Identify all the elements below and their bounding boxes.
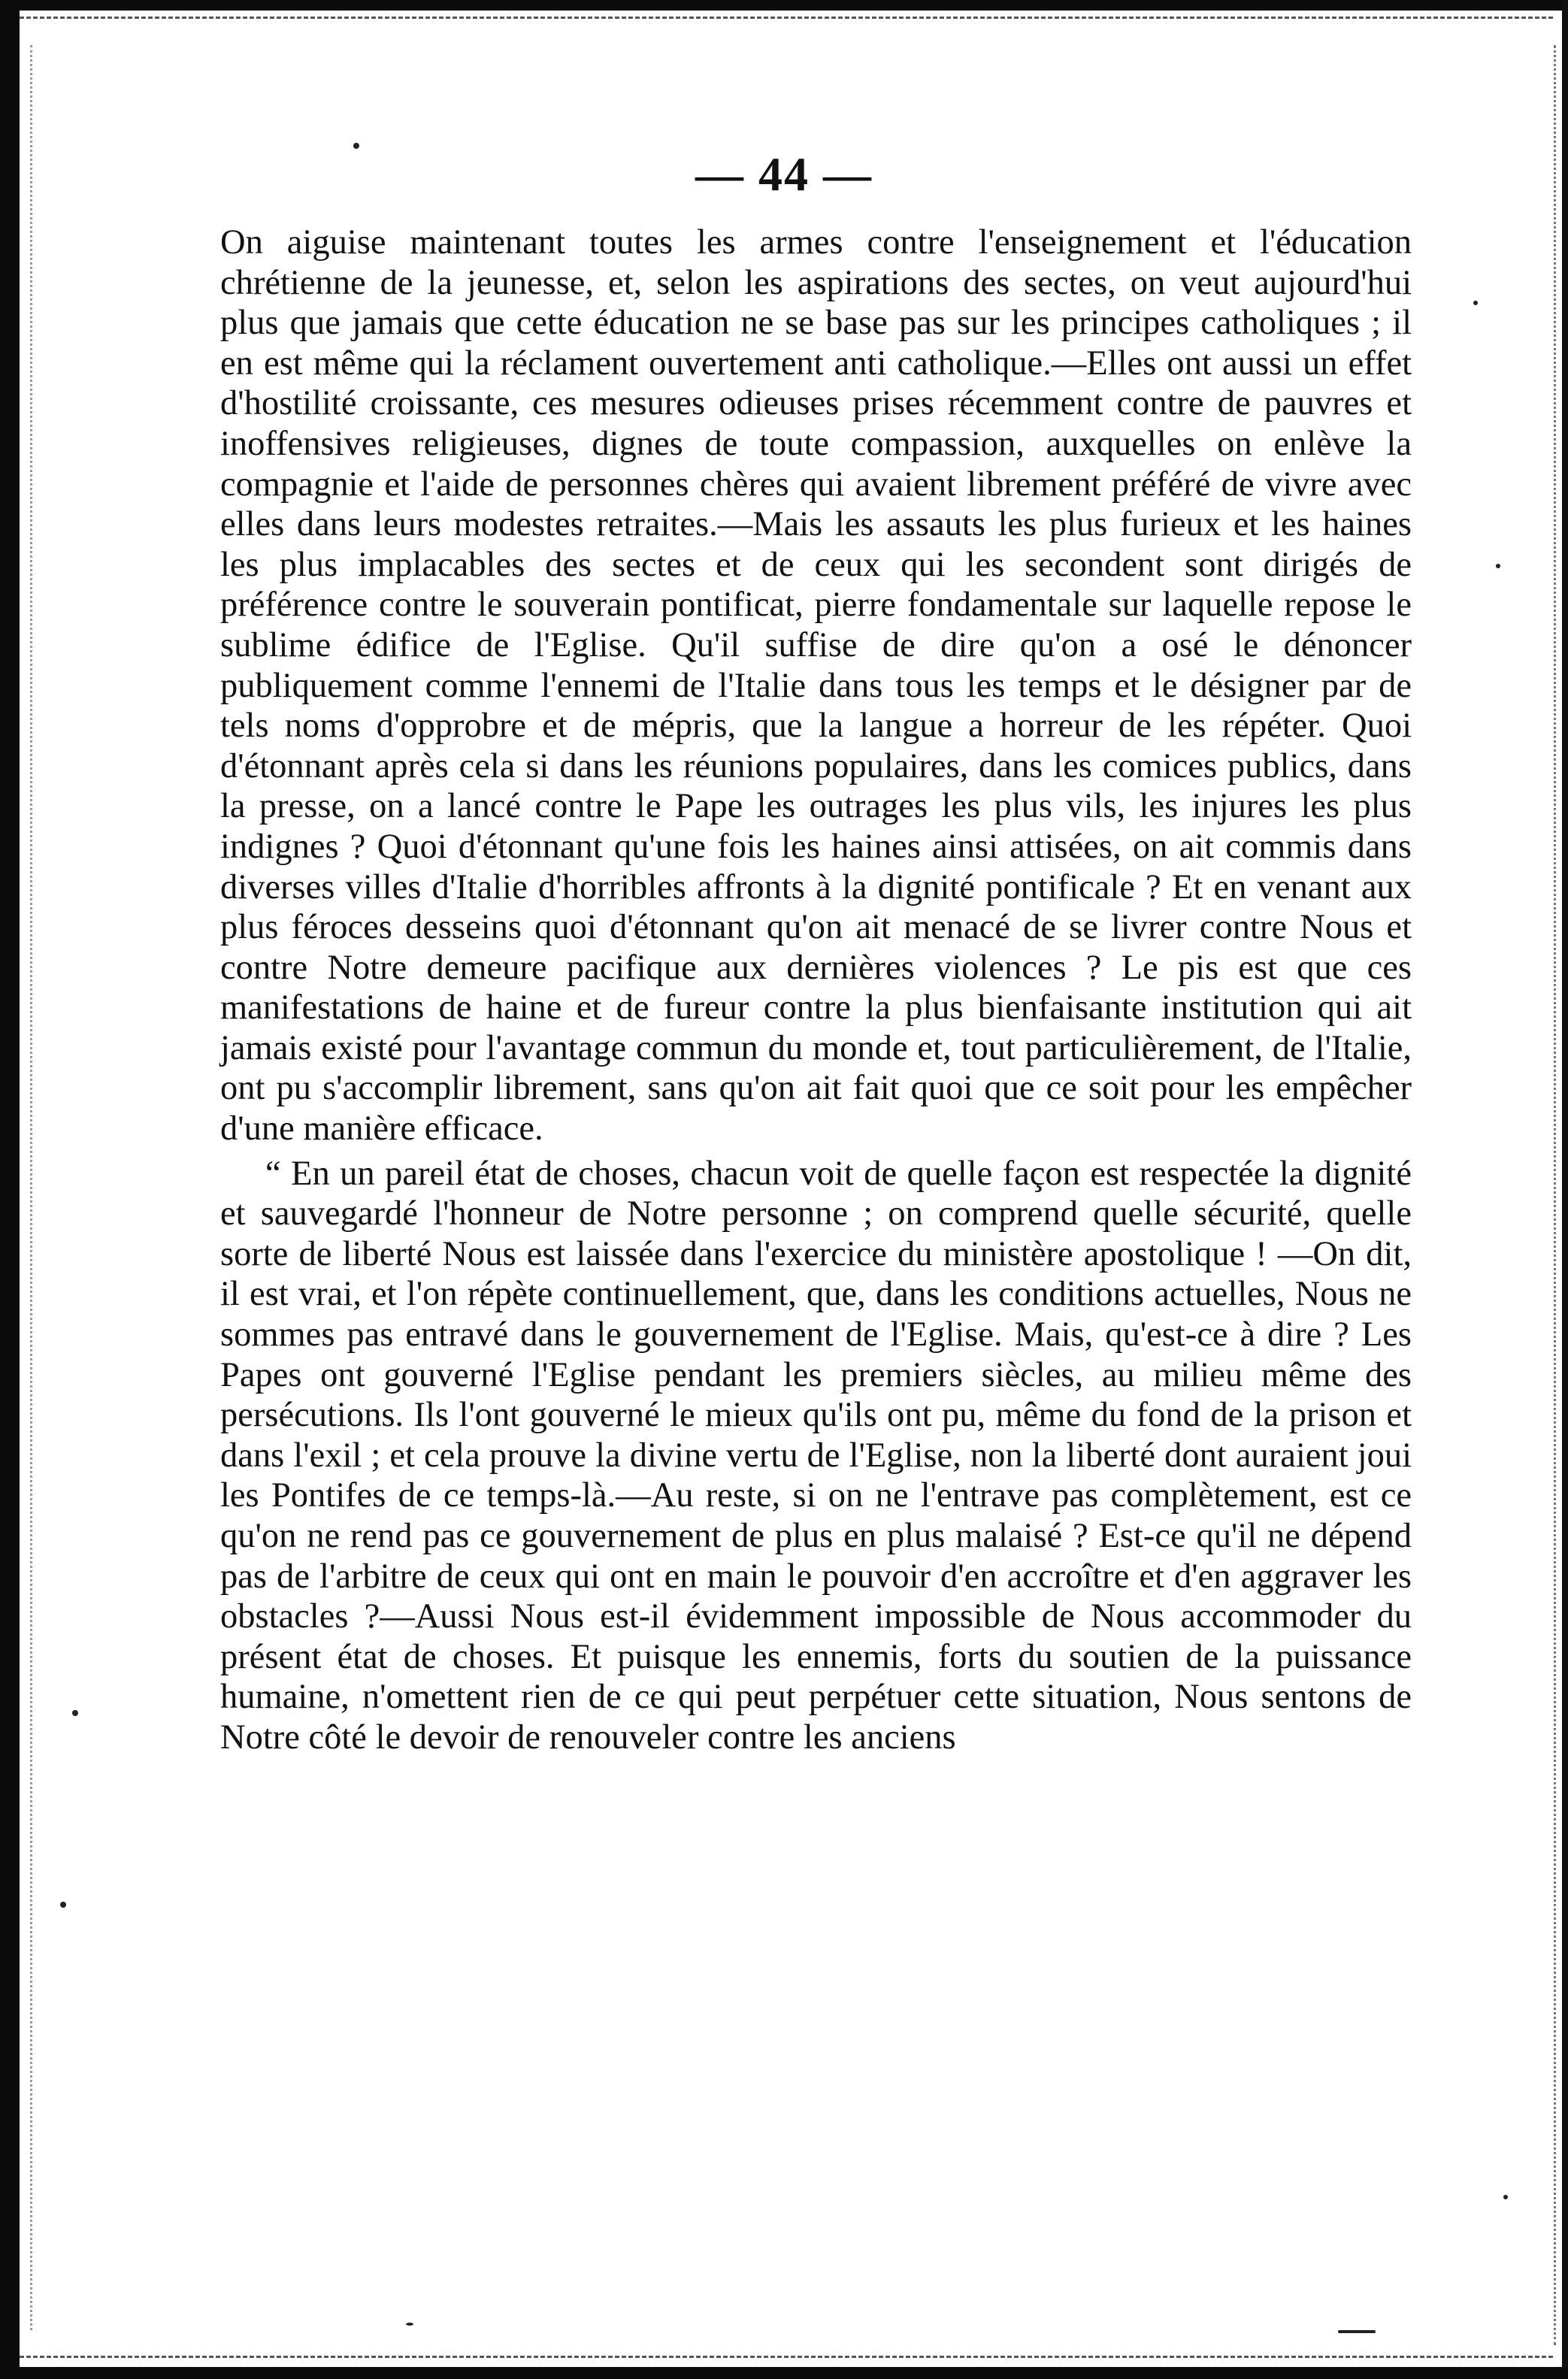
body-text — [220, 222, 1412, 1758]
scan-speck — [1338, 2330, 1376, 2333]
paragraph-2: “ En un pareil état de choses, chacun voit de quelle façon est respectée la dignité et sauvegardé l'honneur de Notre personne ; on comprend quelle sécurité, quelle sorte de liberté Nous est laissée dans l'exercice du ministère apostolique ! —On dit, il est vrai, et l'on répète continuellement, que, dans les conditions actuelles, Nous ne sommes pas entravé dans le gouvernement de l'Eglise. Mais, qu'est-ce à dire ? Les Papes ont gouverné l'Eglise pendant les premiers siècles, au milieu même des persécutions. Ils l'ont gouverné le mieux qu'ils ont pu, même du fond de la prison et dans l'exil ; et cela prouve la divine vertu de l'Eglise, non la liberté dont auraient joui les Pontifes de ce temps-là.—Au reste, si on ne l'entrave pas complètement, est ce qu'on ne rend pas ce gouvernement de plus en plus malaisé ? Est-ce qu'il ne dépend pas de l'arbitre de ceux qui ont en main le pouvoir d'en accroître et d'en aggraver les obstacles ?—Aussi Nous est-il évidemment impossible de Nous accommoder du présent état de choses. Et puisque les ennemis, forts du soutien de la puissance humaine, n'omettent rien de ce qui peut perpétuer cette situation, Nous sentons de Notre côté le devoir de renouveler contre les anciens — [220, 1154, 1412, 1757]
scan-speck — [1496, 564, 1500, 568]
paragraph-1: On aiguise maintenant toutes les armes contre l'enseignement et l'éducation chrétienne de la jeunesse, et, selon les aspirations des sectes, on veut aujourd'hui plus que jamais que cette éducation ne se base pas sur les principes catholiques ; il en est même qui la réclament ouvertement anti catholique.—Elles ont aussi un effet d'hostilité croissante, ces mesures odieuses prises récemment contre de pauvres et inoffensives religieuses, dignes de toute compassion, auxquelles on enlève la compagnie et l'aide de personnes chères qui avaient librement préféré de vivre avec elles dans leurs modestes retraites.—Mais les assauts les plus furieux et les haines les plus implacables des sectes et de ceux qui les secondent sont dirigés de préférence contre le souverain pontificat, pierre fondamentale sur laquelle repose le sublime édifice de l'Eglise. Qu'il suffise de dire qu'on a osé le dénoncer publiquement comme l'ennemi de l'Italie dans tous les temps et le désigner par de tels noms d'opprobre et de mépris, que la langue a horreur de les répéter. Quoi d'étonnant après cela si dans les réunions populaires, dans les comices publics, dans la presse, on a lancé contre le Pape les outrages les plus vils, les injures les plus indignes ? Quoi d'étonnant qu'une fois les haines ainsi attisées, on ait commis dans diverses villes d'Italie d'horribles affronts à la dignité pontificale ? Et en venant aux plus féroces desseins quoi d'étonnant qu'on ait menacé de se livrer contre Nous et contre Notre demeure pacifique aux dernières violences ? Le pis est que ces manifestations de haine et de fureur contre la plus bienfaisante institution qui ait jamais existé pour l'avantage commun du monde et, tout particulièrement, de l'Italie, ont pu s'accomplir librement, sans qu'on ait fait quoi que ce soit pour les empêcher d'une manière efficace. — [220, 223, 1412, 1149]
page-number: — 44 — — [695, 147, 873, 201]
scan-border-bottom — [0, 2367, 1568, 2379]
scan-border-right — [1562, 0, 1568, 2379]
scan-border-top-dash — [20, 17, 1553, 19]
scan-border-bottom-dash — [20, 2356, 1553, 2358]
scan-border-top — [0, 0, 1568, 11]
scan-speck — [72, 1710, 78, 1716]
scan-speck — [60, 1902, 66, 1908]
scan-speck — [406, 2323, 413, 2326]
scan-speck — [1473, 301, 1478, 305]
scan-border-left — [0, 0, 20, 2379]
scan-speck — [1503, 2195, 1508, 2199]
scan-border-right-inner — [1554, 45, 1556, 2345]
scan-left-dots — [30, 45, 32, 2330]
